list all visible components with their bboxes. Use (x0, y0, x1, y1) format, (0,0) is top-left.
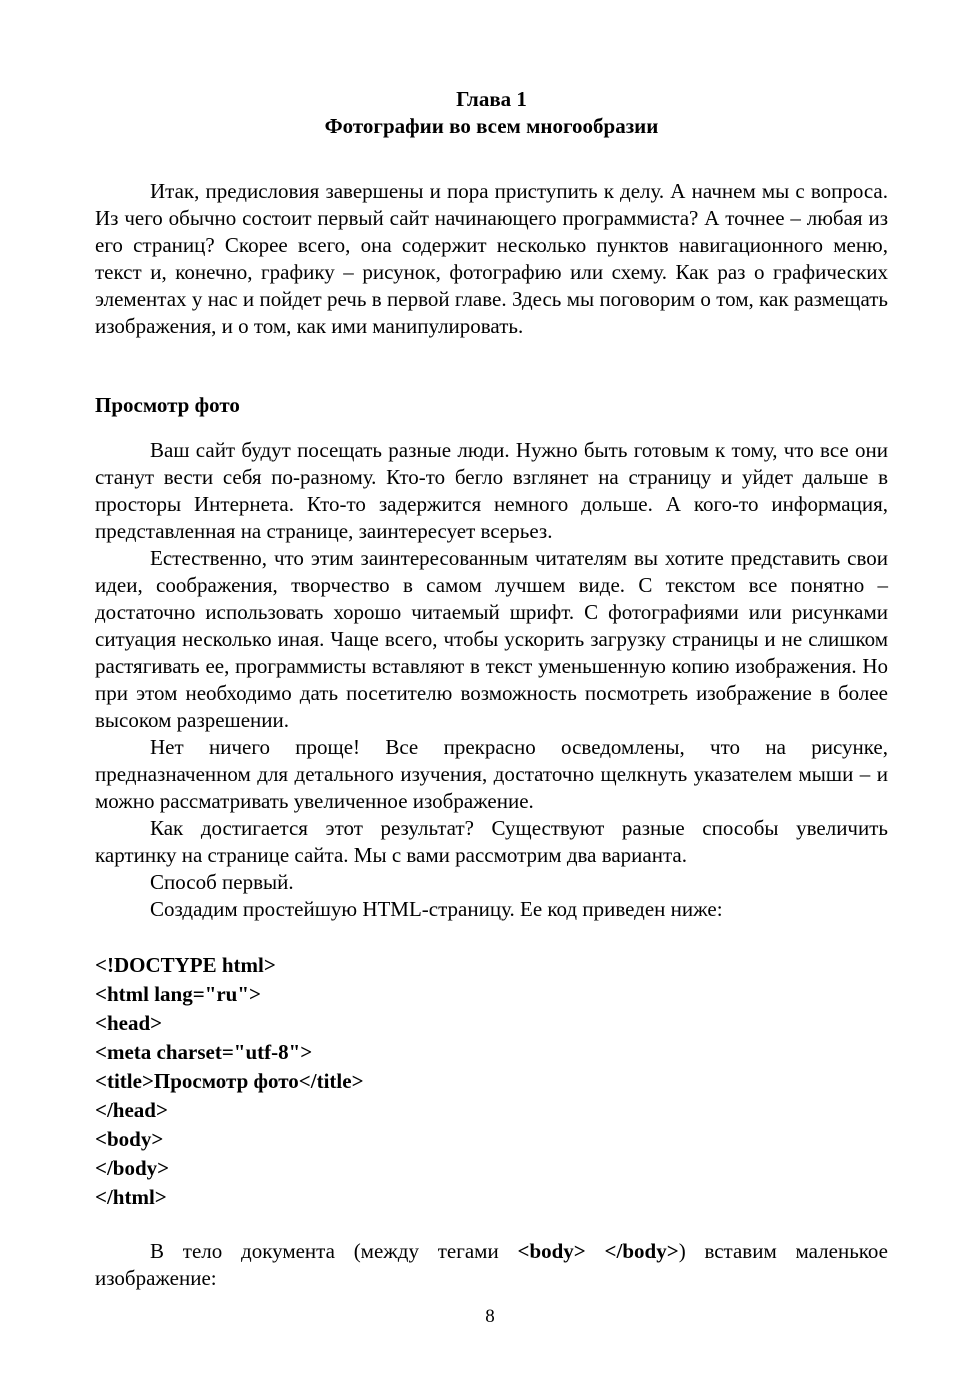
closing-text-space (586, 1239, 605, 1263)
section-paragraph-5: Способ первый. (150, 870, 294, 894)
chapter-title-text: Фотографии во всем многообразии (324, 114, 659, 138)
section-heading: Просмотр фото (95, 393, 240, 417)
section-paragraph-3: Нет ничего проще! Все прекрасно осведомлены, что на рисунке, предназначенном для детального изучения, достаточно щелкнуть указателем мыши – и можно рассматривать увеличенное изображение. (95, 735, 888, 813)
code-line-html-open: <html lang="ru"> (95, 982, 261, 1006)
closing-body-close-tag: </body> (604, 1239, 679, 1263)
code-line-head-open: <head> (95, 1011, 163, 1035)
closing-text-start: В тело документа (между тегами (150, 1239, 518, 1263)
code-line-html-close: </html> (95, 1185, 167, 1209)
page-number: 8 (485, 1306, 495, 1327)
code-line-body-close: </body> (95, 1156, 170, 1180)
section-paragraph-2: Естественно, что этим заинтересованным читателям вы хотите представить свои идеи, соображения, творчество в самом лучшем виде. С текстом все понятно – достаточно использовать хорошо читаемый шрифт. С фотографиями или рисунками ситуация несколько иная. Чаще всего, чтобы ускорить загрузку страницы и не слишком растягивать ее, программисты вставляют в текст уменьшенную копию изображения. Но при этом необходимо дать посетителю возможность посмотреть изображение в более высоком разрешении. (95, 546, 888, 732)
section-paragraph-1: Ваш сайт будут посещать разные люди. Нужно быть готовым к тому, что все они станут вести себя по-разному. Кто-то бегло взглянет на страницу и уйдет дальше в просторы Интернета. Кто-то задержится немного дольше. А кого-то информация, представленная на странице, заинтересует всерьез. (95, 438, 888, 543)
intro-paragraph: Итак, предисловия завершены и пора приступить к делу. А начнем мы с вопроса. Из чего обычно состоит первый сайт начинающего программиста? А точнее – любая из его страниц? Скорее всего, она содержит несколько пунктов навигационного меню, текст и, конечно, графику – рисунок, фотографию или схему. Как раз о графических элементах у нас и пойдет речь в первой главе. Здесь мы поговорим о том, как размещать изображения, и о том, как ими манипулировать. (95, 179, 888, 338)
code-line-meta: <meta charset="utf-8"> (95, 1040, 313, 1064)
chapter-heading (95, 86, 888, 140)
section-paragraph-6: Создадим простейшую HTML-страницу. Ее код приведен ниже: (150, 897, 723, 921)
closing-paragraph (95, 1238, 888, 1292)
code-line-head-close: </head> (95, 1098, 168, 1122)
chapter-number: Глава 1 (456, 87, 527, 111)
closing-text-end: ) вставим маленькое изображение: (95, 1239, 888, 1290)
html-code-listing (95, 951, 888, 1212)
code-line-doctype: <!DOCTYPE html> (95, 953, 276, 977)
code-line-body-open: <body> (95, 1127, 164, 1151)
code-line-title: <title>Просмотр фото</title> (95, 1069, 364, 1093)
closing-body-open-tag: <body> (517, 1239, 586, 1263)
section-paragraph-4: Как достигается этот результат? Существуют разные способы увеличить картинку на странице сайта. Мы с вами рассмотрим два варианта. (95, 816, 888, 867)
